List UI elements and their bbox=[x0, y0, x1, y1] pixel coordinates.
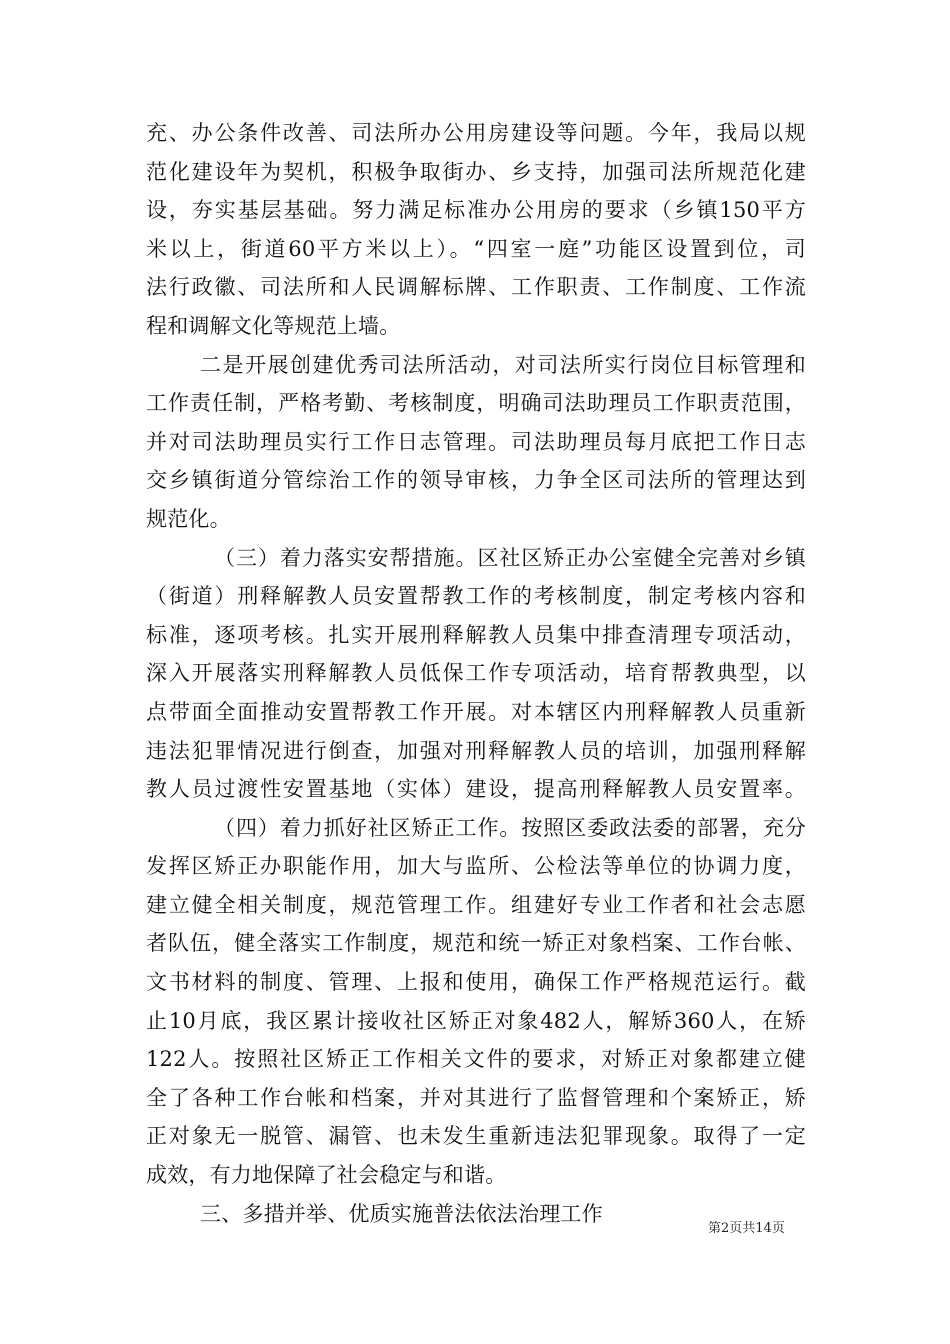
text-line: 法行政徽、司法所和人民调解标牌、工作职责、工作制度、工作流 bbox=[146, 275, 806, 300]
text-line: 充、办公条件改善、司法所办公用房建设等问题。今年，我局以规 bbox=[146, 121, 806, 145]
text-line: 文书材料的制度、管理、上报和使用，确保工作严格规范运行。截 bbox=[146, 970, 806, 995]
paragraph-first-line: （四）着力抓好社区矫正工作。按照区委政法委的部署，充分 bbox=[214, 815, 806, 840]
text-line: 建立健全相关制度，规范管理工作。组建好专业工作者和社会志愿 bbox=[146, 892, 806, 917]
text-line: 成效，有力地保障了社会稳定与和谐。 bbox=[146, 1163, 507, 1188]
text-line: （街道）刑释解教人员安置帮教工作的考核制度，制定考核内容和 bbox=[146, 584, 806, 609]
text-line: 标准，逐项考核。扎实开展刑释解教人员集中排查清理专项活动， bbox=[146, 622, 806, 647]
text-line: 发挥区矫正办职能作用，加大与监所、公检法等单位的协调力度， bbox=[146, 854, 806, 879]
section-heading: 三、多措并举、优质实施普法依法治理工作 bbox=[200, 1201, 603, 1226]
text-line: 教人员过渡性安置基地（实体）建设，提高刑释解教人员安置率。 bbox=[146, 777, 806, 802]
text-line: 点带面全面推动安置帮教工作开展。对本辖区内刑释解教人员重新 bbox=[146, 699, 806, 724]
text-line: 工作责任制，严格考勤、考核制度，明确司法助理员工作职责范围， bbox=[146, 391, 806, 416]
paragraph-first-line: 二是开展创建优秀司法所活动，对司法所实行岗位目标管理和 bbox=[200, 352, 806, 377]
document-body bbox=[146, 114, 806, 1233]
page-number: 第2页共14页 bbox=[708, 1221, 785, 1236]
text-line: 全了各种工作台帐和档案，并对其进行了监督管理和个案矫正，矫 bbox=[146, 1085, 806, 1110]
text-line: 规范化。 bbox=[146, 506, 231, 531]
text-line: 交乡镇街道分管综治工作的领导审核，力争全区司法所的管理达到 bbox=[146, 468, 806, 493]
text-line: 设，夯实基层基础。努力满足标准办公用房的要求（乡镇150平方 bbox=[146, 198, 806, 223]
text-line: 程和调解文化等规范上墙。 bbox=[146, 313, 401, 338]
text-line: 者队伍，健全落实工作制度，规范和统一矫正对象档案、工作台帐、 bbox=[146, 931, 806, 956]
text-line: 深入开展落实刑释解教人员低保工作专项活动，培育帮教典型，以 bbox=[146, 661, 806, 686]
text-line: 米以上，街道60平方米以上）。“四室一庭”功能区设置到位，司 bbox=[146, 236, 806, 261]
paragraph-first-line: （三）着力落实安帮措施。区社区矫正办公室健全完善对乡镇 bbox=[214, 545, 806, 570]
text-line: 122人。按照社区矫正工作相关文件的要求，对矫正对象都建立健 bbox=[146, 1047, 806, 1072]
text-line: 止10月底，我区累计接收社区矫正对象482人，解矫360人，在矫 bbox=[146, 1008, 806, 1033]
text-line: 正对象无一脱管、漏管、也未发生重新违法犯罪现象。取得了一定 bbox=[146, 1124, 806, 1149]
text-line: 范化建设年为契机，积极争取街办、乡支持，加强司法所规范化建 bbox=[146, 159, 806, 184]
text-line: 并对司法助理员实行工作日志管理。司法助理员每月底把工作日志 bbox=[146, 429, 806, 454]
text-line: 违法犯罪情况进行倒查，加强对刑释解教人员的培训，加强刑释解 bbox=[146, 738, 806, 763]
